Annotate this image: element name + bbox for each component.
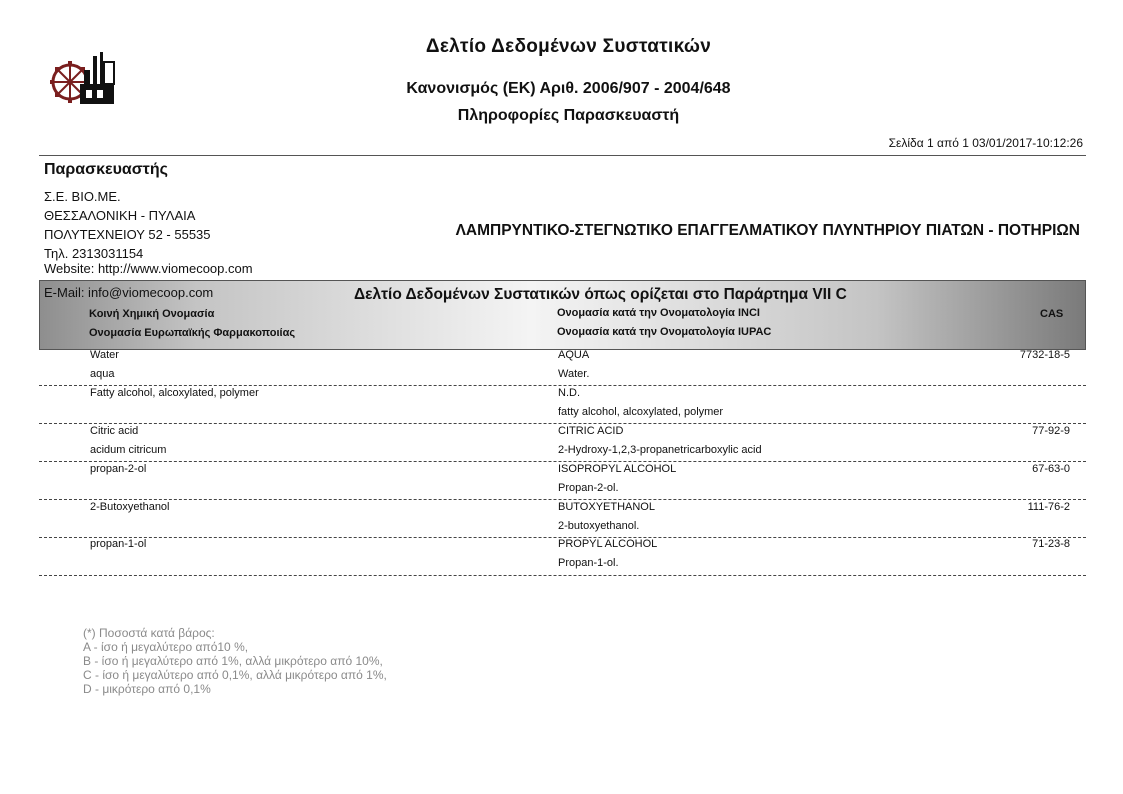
column-header-common-name: Κοινή Χημική Ονομασία	[89, 308, 215, 320]
manufacturer-email[interactable]: E-Mail: info@viomecoop.com	[44, 285, 214, 300]
percentage-note-c: C - ίσο ή μεγαλύτερο από 0,1%, αλλά μικρότερο από 1%,	[83, 668, 387, 682]
row-inci-name: AQUA	[558, 349, 590, 361]
row-iupac-name: 2-butoxyethanol.	[558, 520, 640, 532]
page-info: Σελίδα 1 από 1 03/01/2017-10:12:26	[888, 136, 1083, 150]
document-title: Δελτίο Δεδομένων Συστατικών	[425, 36, 712, 57]
percentage-note-b: B - ίσο ή μεγαλύτερο από 1%, αλλά μικρότερο από 10%,	[83, 654, 383, 668]
column-header-inci: Ονομασία κατά την Ονοματολογία INCI	[557, 307, 760, 319]
manufacturer-phone: Τηλ. 2313031154	[44, 246, 144, 261]
row-inci-name: BUTOXYETHANOL	[558, 501, 655, 513]
row-cas-number: 7732-18-5	[1019, 349, 1070, 361]
row-pharmacopoeia-name: aqua	[90, 368, 115, 380]
table-title: Δελτίο Δεδομένων Συστατικών όπως ορίζεται στο Παράρτημα VII C	[354, 286, 847, 303]
row-common-name: Water	[90, 349, 119, 361]
section-title: Πληροφορίες Παρασκευαστή	[457, 107, 680, 124]
percentage-note-d: D - μικρότερο από 0,1%	[83, 682, 211, 696]
row-common-name: 2-Butoxyethanol	[90, 501, 170, 513]
row-divider	[39, 423, 1086, 424]
row-cas-number: 111-76-2	[1027, 501, 1070, 513]
regulation-title: Κανονισμός (ΕΚ) Αριθ. 2006/907 - 2004/648	[406, 80, 731, 97]
manufacturer-address: ΠΟΛΥΤΕΧΝΕΙΟΥ 52 - 55535	[44, 227, 211, 242]
row-iupac-name: Propan-2-ol.	[558, 482, 619, 494]
row-cas-number: 67-63-0	[1032, 463, 1070, 475]
row-iupac-name: Water.	[558, 368, 590, 380]
row-iupac-name: Propan-1-ol.	[558, 557, 619, 569]
row-cas-number: 71-23-8	[1032, 538, 1070, 550]
product-name: ΛΑΜΠΡΥΝΤΙΚΟ-ΣΤΕΓΝΩΤΙΚΟ ΕΠΑΓΓΕΛΜΑΤΙΚΟΥ ΠΛΥΝΤΗΡΙΟΥ ΠΙΑΤΩΝ - ΠΟΤΗΡΙΩΝ	[455, 222, 1080, 239]
row-cas-number: 77-92-9	[1032, 425, 1070, 437]
row-common-name: propan-1-ol	[90, 538, 147, 550]
row-inci-name: PROPYL ALCOHOL	[558, 538, 658, 550]
row-common-name: Fatty alcohol, alcoxylated, polymer	[90, 387, 259, 399]
row-inci-name: ISOPROPYL ALCOHOL	[558, 463, 677, 475]
column-header-cas: CAS	[1040, 308, 1064, 320]
row-divider	[39, 461, 1086, 462]
row-pharmacopoeia-name: acidum citricum	[90, 444, 167, 456]
row-divider	[39, 385, 1086, 386]
row-divider	[39, 499, 1086, 500]
column-header-pharmacopoeia: Ονομασία Ευρωπαϊκής Φαρμακοποιίας	[89, 327, 296, 339]
percentage-note-a: A - ίσο ή μεγαλύτερο από10 %,	[83, 640, 249, 654]
column-header-iupac: Ονομασία κατά την Ονοματολογία IUPAC	[557, 326, 772, 338]
row-common-name: propan-2-ol	[90, 463, 147, 475]
row-common-name: Citric acid	[90, 425, 139, 437]
manufacturer-heading: Παρασκευαστής	[44, 161, 168, 178]
row-inci-name: N.D.	[558, 387, 580, 399]
header-divider	[39, 155, 1086, 156]
row-inci-name: CITRIC ACID	[558, 425, 624, 437]
manufacturer-name: Σ.Ε. ΒΙΟ.ΜΕ.	[44, 189, 121, 204]
row-divider	[39, 575, 1086, 576]
manufacturer-city: ΘΕΣΣΑΛΟΝΙΚΗ - ΠΥΛΑΙΑ	[44, 208, 196, 223]
row-iupac-name: fatty alcohol, alcoxylated, polymer	[558, 406, 724, 418]
row-iupac-name: 2-Hydroxy-1,2,3-propanetricarboxylic acid	[558, 444, 762, 456]
percentage-note-heading: (*) Ποσοστά κατά βάρος:	[83, 626, 215, 640]
manufacturer-website[interactable]: Website: http://www.viomecoop.com	[44, 261, 253, 276]
